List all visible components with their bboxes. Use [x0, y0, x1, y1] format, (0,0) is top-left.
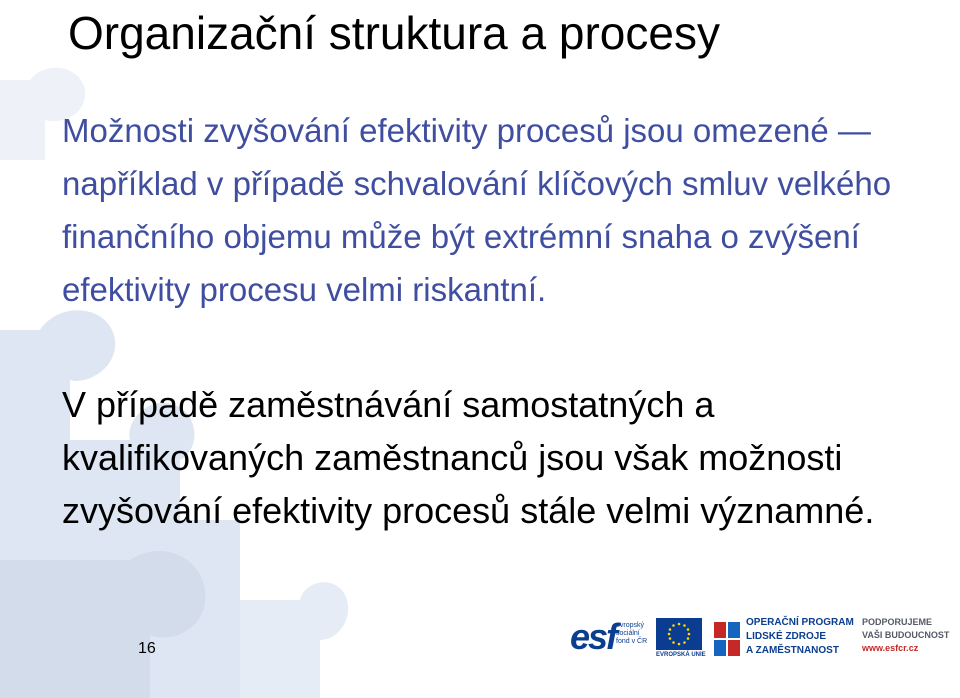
op-logo-mark-icon — [714, 622, 740, 656]
paragraph-qualified-employees: V případě zaměstnávání samostatných a kvalifikovaných zaměstnanců jsou však možnosti zvyšování efektivity procesů stále velmi významné. — [62, 384, 875, 531]
page-number: 16 — [138, 640, 156, 657]
op-logo-line: LIDSKÉ ZDROJE — [746, 631, 827, 642]
esf-logo-caption — [616, 622, 656, 646]
eu-logo-caption: EVROPSKÁ UNIE — [656, 652, 706, 658]
footer-logo-strip — [568, 614, 956, 670]
esf-caption-line: sociální — [616, 630, 640, 637]
op-logo-text — [746, 616, 854, 658]
esf-logo-letters: esf — [570, 616, 617, 657]
support-url: www.esfcr.cz — [862, 643, 919, 653]
slide-title: Organizační struktura a procesy — [68, 7, 720, 59]
support-slogan-line: VAŠI BUDOUCNOST — [862, 630, 950, 640]
esf-caption-line: evropský — [616, 622, 645, 629]
paragraph-efficiency-limits: Možnosti zvyšování efektivity procesů jsou omezené — například v případě schvalování klíčových smluv velkého finančního objemu může být extrémní snaha o zvýšení efektivity procesu velmi riskantní. — [62, 112, 892, 308]
op-logo-line: OPERAČNÍ PROGRAM — [746, 617, 854, 628]
support-slogan-line: PODPORUJEME — [862, 617, 933, 627]
support-slogan — [862, 616, 956, 666]
esf-caption-line: fond v ČR — [616, 638, 648, 645]
op-logo-line: A ZAMĚSTNANOST — [746, 645, 839, 656]
esf-logo — [568, 614, 648, 668]
op-lzz-logo — [714, 616, 854, 666]
eu-flag-icon — [656, 618, 702, 650]
eu-logo — [656, 618, 704, 660]
